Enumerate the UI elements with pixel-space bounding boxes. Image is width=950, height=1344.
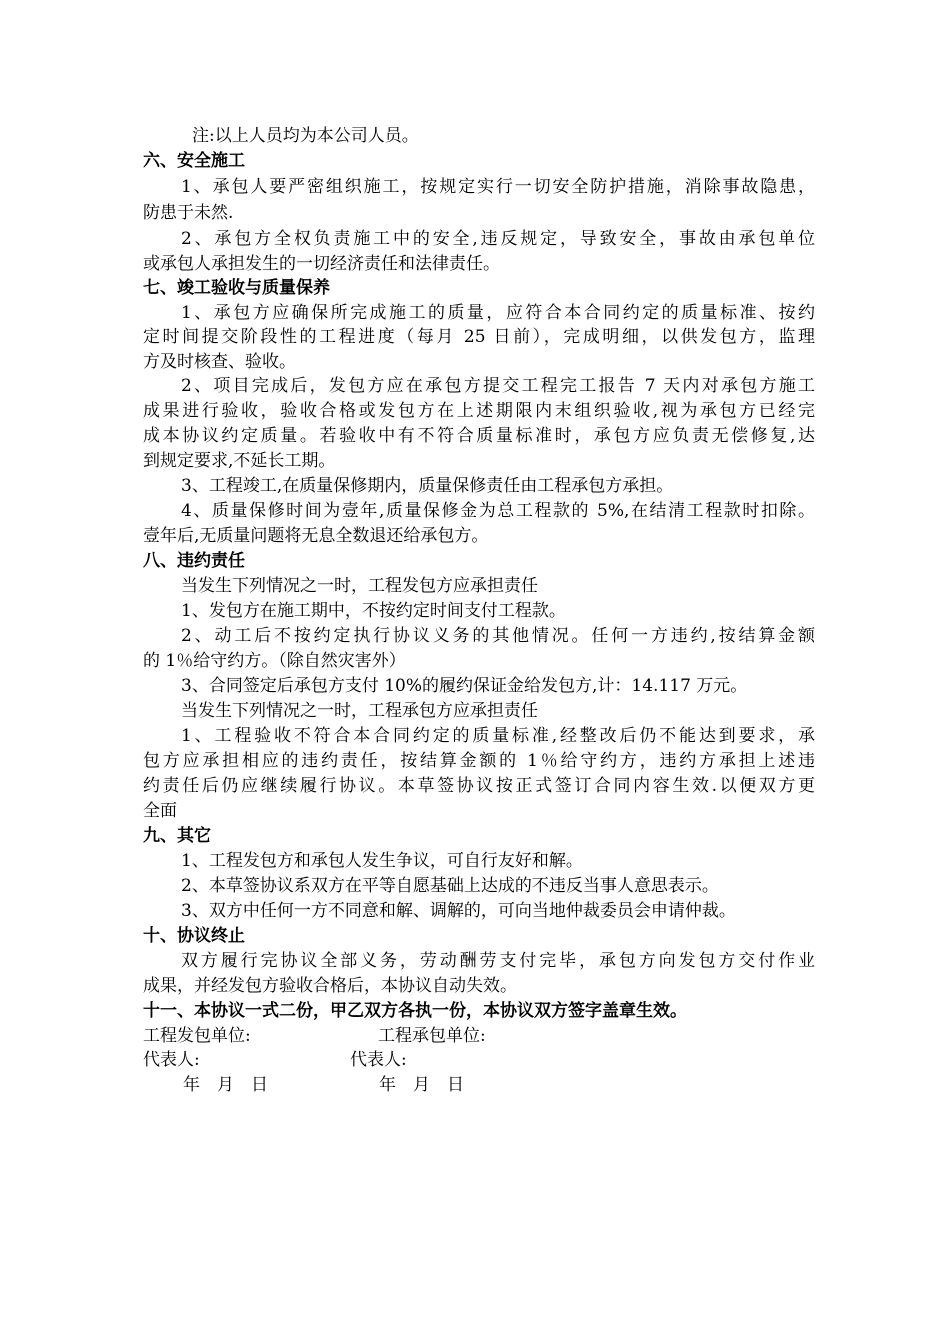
paragraph-line: 2、项目完成后，发包方应在承包方提交工程完工报告 7 天内对承包方施工 [181, 376, 815, 396]
party-b-unit-label: 工程承包单位: [378, 1026, 486, 1046]
paragraph-line: 当发生下列情况之一时，工程承包方应承担责任 [181, 701, 538, 721]
paragraph-line: 3、工程竣工,在质量保修期内，质量保修责任由工程承包方承担。 [181, 476, 674, 496]
paragraph-line: 1、发包方在施工期中，不按约定时间支付工程款。 [181, 601, 566, 621]
paragraph-line: 壹年后,无质量问题将无息全数退还给承包方。 [143, 526, 489, 546]
paragraph-line: 全面 [143, 801, 177, 821]
section-heading-other: 九、其它 [143, 826, 211, 846]
paragraph-line: 2、动工后不按约定执行协议义务的其他情况。任何一方违约,按结算金额 [181, 626, 815, 646]
paragraph-line: 当发生下列情况之一时，工程发包方应承担责任 [181, 576, 538, 596]
section-heading-copies: 十一、本协议一式二份，甲乙双方各执一份，本协议双方签字盖章生效。 [143, 1001, 687, 1021]
paragraph-line: 3、合同签定后承包方支付 10%的履约保证金给发包方,计：14.117 万元。 [181, 676, 748, 696]
paragraph-line: 成果，并经发包方验收合格后，本协议自动失效。 [143, 976, 517, 996]
paragraph-line: 成果进行验收，验收合格或发包方在上述期限内末组织验收,视为承包方已经完 [143, 401, 815, 421]
paragraph-line: 1、承包方应确保所完成施工的质量，应符合本合同约定的质量标准、按约 [181, 303, 815, 323]
paragraph-line: 约责任后仍应继续履行协议。本草签协议按正式签订合同内容生效.以便双方更 [143, 776, 815, 796]
paragraph-line: 的 1％给守约方。（除自然灾害外） [143, 651, 406, 671]
party-a-unit-label: 工程发包单位: [143, 1026, 251, 1046]
paragraph-line: 双方履行完协议全部义务，劳动酬劳支付完毕，承包方向发包方交付作业 [181, 951, 815, 971]
party-a-date: 年 月 日 [183, 1075, 268, 1095]
paragraph-line: 1、承包人要严密组织施工，按规定实行一切安全防护措施，消除事故隐患， [181, 177, 815, 197]
paragraph-line: 3、双方中任何一方不同意和解、调解的，可向当地仲裁委员会申请仲裁。 [181, 901, 736, 921]
party-b-rep-label: 代表人: [350, 1050, 407, 1070]
section-heading-safety: 六、安全施工 [143, 151, 245, 171]
paragraph-line: 方及时核查、验收。 [143, 352, 296, 372]
paragraph-line: 包方应承担相应的违约责任，按结算金额的 1％给守约方，违约方承担上述违 [143, 751, 815, 771]
paragraph-line: 定时间提交阶段性的工程进度（每月 25 日前），完成明细，以供发包方，监理 [143, 327, 815, 347]
paragraph-line: 成本协议约定质量。若验收中有不符合质量标准时，承包方应负责无偿修复,达 [143, 426, 815, 446]
section-heading-acceptance: 七、竣工验收与质量保养 [143, 278, 330, 298]
paragraph-line: 1、工程验收不符合本合同约定的质量标准,经整改后仍不能达到要求，承 [181, 726, 815, 746]
paragraph-line: 2、承包方全权负责施工中的安全,违反规定，导致安全，事故由承包单位 [181, 229, 815, 249]
paragraph-line: 4、质量保修时间为壹年,质量保修金为总工程款的 5%,在结清工程款时扣除。 [181, 501, 815, 521]
paragraph-line: 1、工程发包方和承包人发生争议，可自行友好和解。 [181, 851, 583, 871]
paragraph-line: 到规定要求,不延长工期。 [143, 451, 336, 471]
section-heading-breach: 八、违约责任 [143, 551, 245, 571]
paragraph-line: 2、本草签协议系双方在平等自愿基础上达成的不违反当事人意思表示。 [181, 876, 719, 896]
paragraph-line: 或承包人承担发生的一切经济责任和法律责任。 [143, 254, 500, 274]
paragraph-line: 防患于未然. [143, 203, 234, 223]
party-a-rep-label: 代表人: [143, 1050, 200, 1070]
note-line: 注:以上人员均为本公司人员。 [192, 126, 419, 146]
section-heading-termination: 十、协议终止 [143, 926, 245, 946]
party-b-date: 年 月 日 [379, 1075, 464, 1095]
